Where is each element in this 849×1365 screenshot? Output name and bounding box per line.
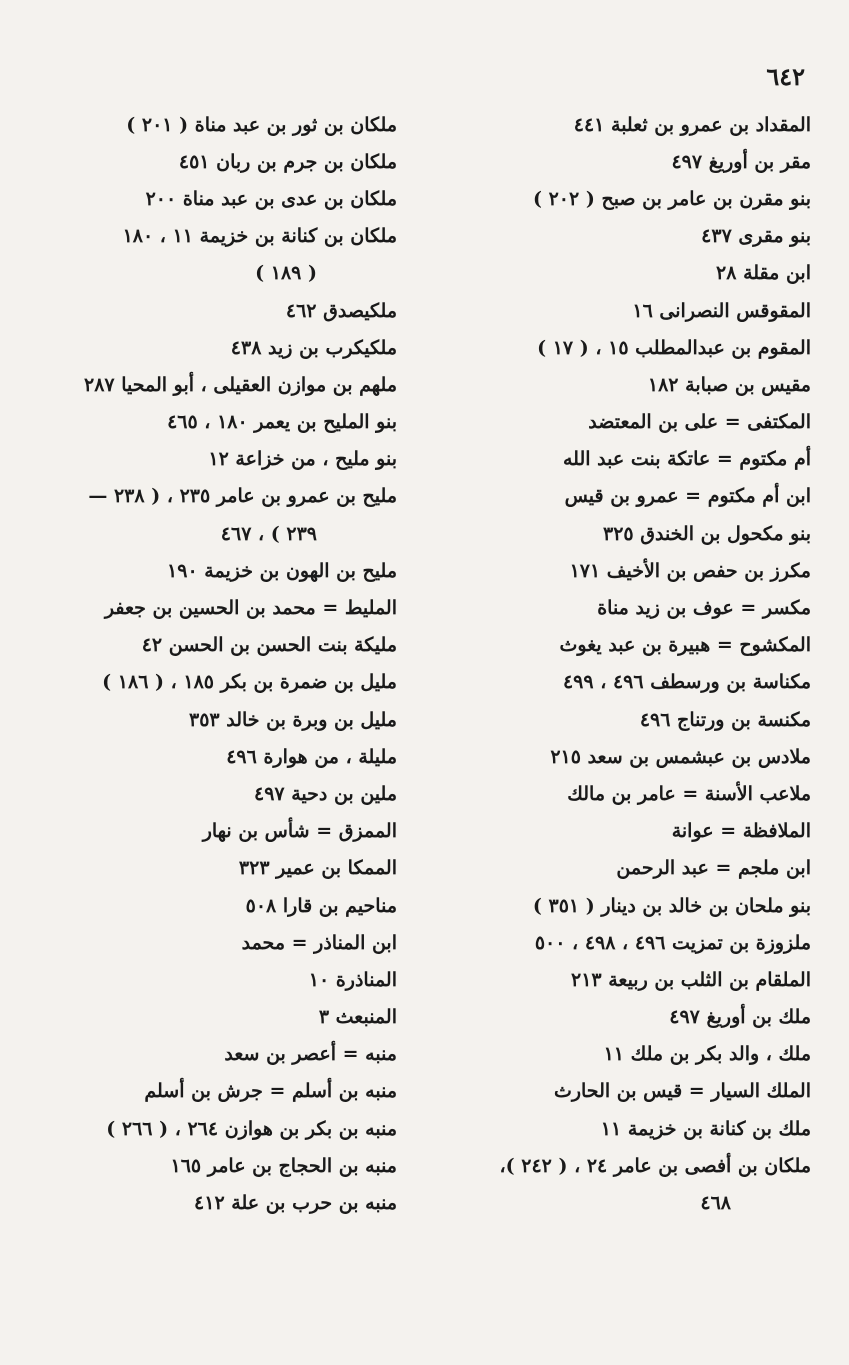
index-entry: منبه بن أسلم = جرش بن أسلم	[144, 1080, 397, 1103]
index-entry: المليط = محمد بن الحسين بن جعفر	[104, 597, 397, 620]
page-number: ٦٤٢	[766, 62, 805, 91]
index-entry: بنو ملحان بن خالد بن دينار ( ٣٥١ )	[532, 894, 811, 917]
index-entry: ملزوزة بن تمزيت ٤٩٦ ، ٤٩٨ ، ٥٠٠	[534, 931, 811, 954]
index-entry: ملكيكرب بن زيد ٤٣٨	[230, 336, 397, 359]
index-entry: مليكة بنت الحسن بن الحسن ٤٢	[141, 634, 397, 657]
index-entry: مليح بن عمرو بن عامر ٢٣٥ ، ( ٢٣٨ —	[88, 485, 397, 508]
index-entry: المقداد بن عمرو بن ثعلبة ٤٤١	[573, 113, 811, 136]
index-entry: المقوم بن عبدالمطلب ١٥ ، ( ١٧ )	[537, 336, 811, 359]
index-entry: الملك السيار = قيس بن الحارث	[553, 1080, 811, 1103]
index-entry: بنو المليح بن يعمر ١٨٠ ، ٤٦٥	[167, 411, 397, 434]
index-entry: ملكان بن كنانة بن خزيمة ١١ ، ١٨٠	[122, 225, 397, 248]
index-entry: منبه بن حرب بن علة ٤١٢	[194, 1192, 397, 1215]
index-column-right	[431, 106, 811, 1222]
index-entry: ابن ملجم = عبد الرحمن	[616, 857, 811, 880]
index-entry: مكرز بن حفص بن الأخيف ١٧١	[569, 559, 811, 582]
index-entry: ابن أم مكتوم = عمرو بن قيس	[564, 485, 811, 508]
index-entry: ٤٦٨	[700, 1192, 731, 1215]
index-entry: مليلة ، من هوارة ٤٩٦	[226, 745, 397, 768]
index-entry: مقر بن أوريغ ٤٩٧	[671, 150, 811, 173]
index-entry: المكتفى = على بن المعتضد	[588, 411, 811, 434]
index-entry: المنبعث ٣	[318, 1006, 397, 1029]
index-entry: ( ١٨٩ )	[255, 262, 317, 285]
index-entry: الملافظة = عوانة	[671, 820, 811, 843]
index-column-left	[0, 106, 397, 1222]
index-entry: ملكان بن أفصى بن عامر ٢٤ ، ( ٢٤٢ )،	[499, 1154, 811, 1177]
index-entry: مقيس بن صبابة ١٨٢	[647, 373, 811, 396]
index-entry: أم مكتوم = عاتكة بنت عبد الله	[563, 448, 811, 471]
index-entry: ملكيصدق ٤٦٢	[285, 299, 397, 322]
index-entry: ملكان بن ثور بن عبد مناة ( ٢٠١ )	[126, 113, 397, 136]
index-entry: ملاعب الأسنة = عامر بن مالك	[567, 782, 811, 805]
index-entry: الملقام بن الثلب بن ربيعة ٢١٣	[570, 968, 811, 991]
index-entry: ملك ، والد بكر بن ملك ١١	[603, 1043, 811, 1066]
index-entry: منبه بن الحجاج بن عامر ١٦٥	[170, 1154, 397, 1177]
index-entry: ملك بن كنانة بن خزيمة ١١	[600, 1117, 811, 1140]
index-entry: مليل بن ضمرة بن بكر ١٨٥ ، ( ١٨٦ )	[102, 671, 397, 694]
index-entry: منبه بن بكر بن هوازن ٢٦٤ ، ( ٢٦٦ )	[106, 1117, 397, 1140]
index-entry: ملك بن أوريغ ٤٩٧	[669, 1006, 811, 1029]
index-entry: بنو مليح ، من خزاعة ١٢	[208, 448, 397, 471]
index-entry: مليل بن وبرة بن خالد ٣٥٣	[189, 708, 397, 731]
index-entry: ملكان بن جرم بن ربان ٤٥١	[178, 150, 397, 173]
index-entry: ٢٣٩ ) ، ٤٦٧	[220, 522, 317, 545]
index-entry: بنو مكحول بن الخندق ٣٢٥	[602, 522, 811, 545]
index-entry: مليح بن الهون بن خزيمة ١٩٠	[167, 559, 397, 582]
index-entry: مكناسة بن ورسطف ٤٩٦ ، ٤٩٩	[562, 671, 811, 694]
index-entry: ملكان بن عدى بن عبد مناة ٢٠٠	[145, 187, 397, 210]
index-entry: مكسر = عوف بن زيد مناة	[597, 597, 811, 620]
index-entry: منبه = أعصر بن سعد	[224, 1043, 397, 1066]
index-entry: ملادس بن عبشمس بن سعد ٢١٥	[550, 745, 811, 768]
index-entry: المكشوح = هبيرة بن عبد يغوث	[559, 634, 811, 657]
index-entry: مكنسة بن ورتناج ٤٩٦	[639, 708, 811, 731]
index-entry: ابن مقلة ٢٨	[716, 262, 811, 285]
index-entry: مناحيم بن قارا ٥٠٨	[245, 894, 397, 917]
index-entry: الممزق = شأس بن نهار	[202, 820, 397, 843]
index-entry: الممكا بن عمير ٣٢٣	[238, 857, 397, 880]
index-entry: ملين بن دحية ٤٩٧	[253, 782, 397, 805]
index-entry: ابن المناذر = محمد	[241, 931, 397, 954]
index-entry: بنو مقرن بن عامر بن صبح ( ٢٠٢ )	[532, 187, 811, 210]
index-entry: المناذرة ١٠	[308, 968, 397, 991]
index-entry: بنو مقرى ٤٣٧	[701, 225, 811, 248]
index-entry: المقوقس النصرانى ١٦	[632, 299, 811, 322]
index-entry: ملهم بن موازن العقيلى ، أبو المحيا ٢٨٧	[83, 373, 397, 396]
